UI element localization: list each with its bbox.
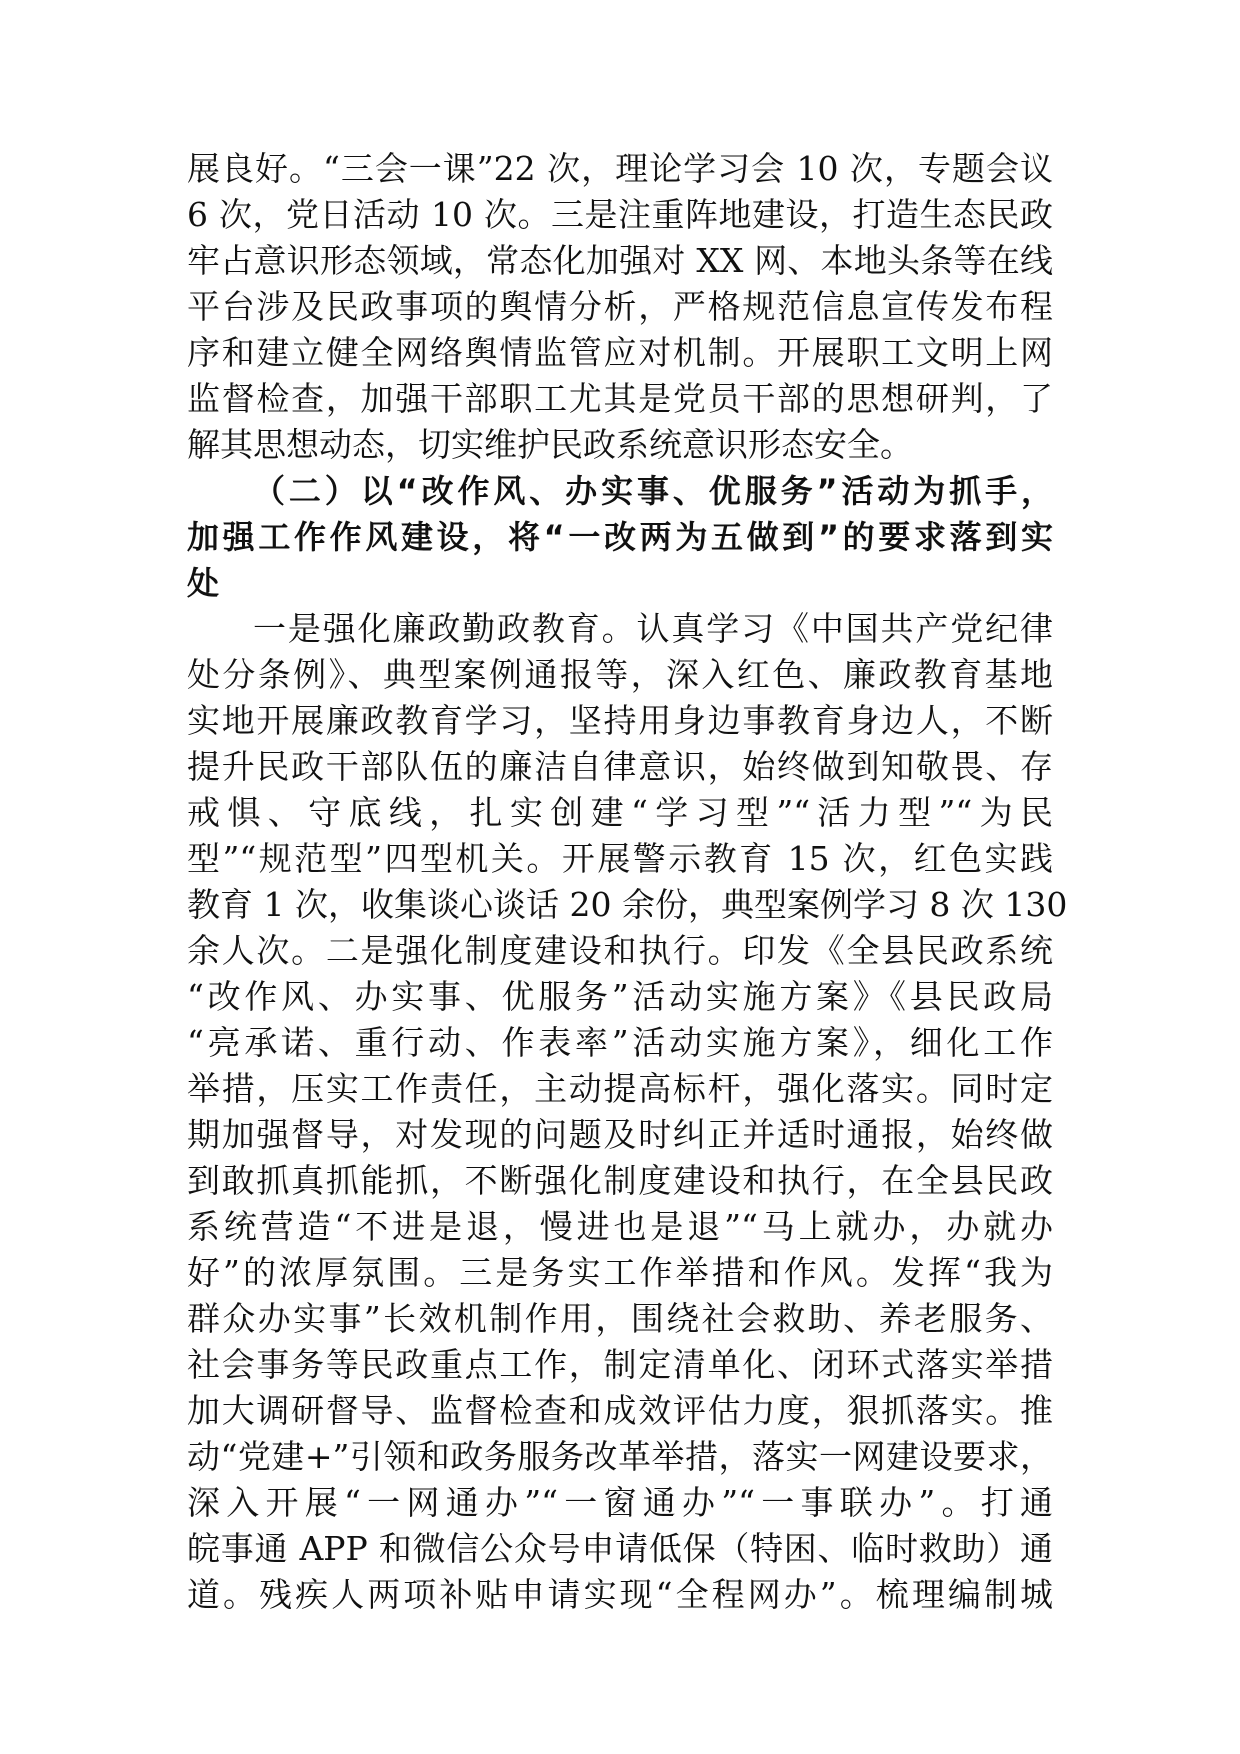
heading-line: 加强工作作风建设，将“一改两为五做到”的要求落到实 [187, 518, 1053, 556]
paragraph-1 [187, 146, 1053, 468]
text-line: 展良好。“三会一课”22 次，理论学习会 10 次，专题会议 [187, 149, 1053, 188]
text-line: 好”的浓厚氛围。三是务实工作举措和作风。发挥“我为 [187, 1253, 1053, 1292]
document-body [187, 146, 1068, 1618]
text-line: 举措，压实工作责任，主动提高标杆，强化落实。同时定 [187, 1069, 1053, 1108]
text-line: 6 次，党日活动 10 次。三是注重阵地建设，打造生态民政 [187, 195, 1053, 234]
text-line: 期加强督导，对发现的问题及时纠正并适时通报，始终做 [187, 1115, 1053, 1154]
heading-line: 处 [187, 564, 220, 602]
text-line: 系统营造“不进是退，慢进也是退”“马上就办，办就办 [187, 1207, 1053, 1246]
text-line: 皖事通 APP 和微信公众号申请低保（特困、临时救助）通 [187, 1529, 1053, 1568]
paragraph-2 [187, 606, 1068, 1618]
text-line: 深入开展“一网通办”“一窗通办”“一事联办”。打通 [187, 1483, 1053, 1522]
section-heading [187, 468, 1053, 606]
text-line: 加大调研督导、监督检查和成效评估力度，狠抓落实。推 [187, 1391, 1053, 1430]
text-line: 一是强化廉政勤政教育。认真学习《中国共产党纪律 [253, 609, 1053, 648]
text-line: 社会事务等民政重点工作，制定清单化、闭环式落实举措 [187, 1345, 1053, 1384]
text-line: 牢占意识形态领域，常态化加强对 XX 网、本地头条等在线 [187, 241, 1053, 280]
text-line: 序和建立健全网络舆情监管应对机制。开展职工文明上网 [187, 333, 1053, 372]
text-line: “改作风、办实事、优服务”活动实施方案》《县民政局 [187, 977, 1053, 1016]
text-line: 余人次。二是强化制度建设和执行。印发《全县民政系统 [187, 931, 1053, 970]
text-line: “亮承诺、重行动、作表率”活动实施方案》，细化工作 [187, 1023, 1053, 1062]
text-line: 教育 1 次，收集谈心谈话 20 余份，典型案例学习 8 次 130 [187, 885, 1068, 924]
text-line: 提升民政干部队伍的廉洁自律意识，始终做到知敬畏、存 [187, 747, 1053, 786]
text-line: 型”“规范型”四型机关。开展警示教育 15 次，红色实践 [187, 839, 1053, 878]
text-line: 动“党建+”引领和政务服务改革举措，落实一网建设要求， [187, 1437, 1053, 1476]
text-line: 解其思想动态，切实维护民政系统意识形态安全。 [187, 425, 913, 464]
text-line: 戒惧、守底线，扎实创建“学习型”“活力型”“为民 [187, 793, 1053, 832]
text-line: 到敢抓真抓能抓，不断强化制度建设和执行，在全县民政 [187, 1161, 1053, 1200]
heading-line: （二）以“改作风、办实事、优服务”活动为抓手， [253, 472, 1053, 510]
text-line: 群众办实事”长效机制作用，围绕社会救助、养老服务、 [187, 1299, 1053, 1338]
text-line: 实地开展廉政教育学习，坚持用身边事教育身边人，不断 [187, 701, 1053, 740]
text-line: 监督检查，加强干部职工尤其是党员干部的思想研判，了 [187, 379, 1053, 418]
text-line: 平台涉及民政事项的舆情分析，严格规范信息宣传发布程 [187, 287, 1053, 326]
text-line: 处分条例》、典型案例通报等，深入红色、廉政教育基地 [187, 655, 1053, 694]
text-line: 道。残疾人两项补贴申请实现“全程网办”。梳理编制城 [187, 1575, 1053, 1614]
